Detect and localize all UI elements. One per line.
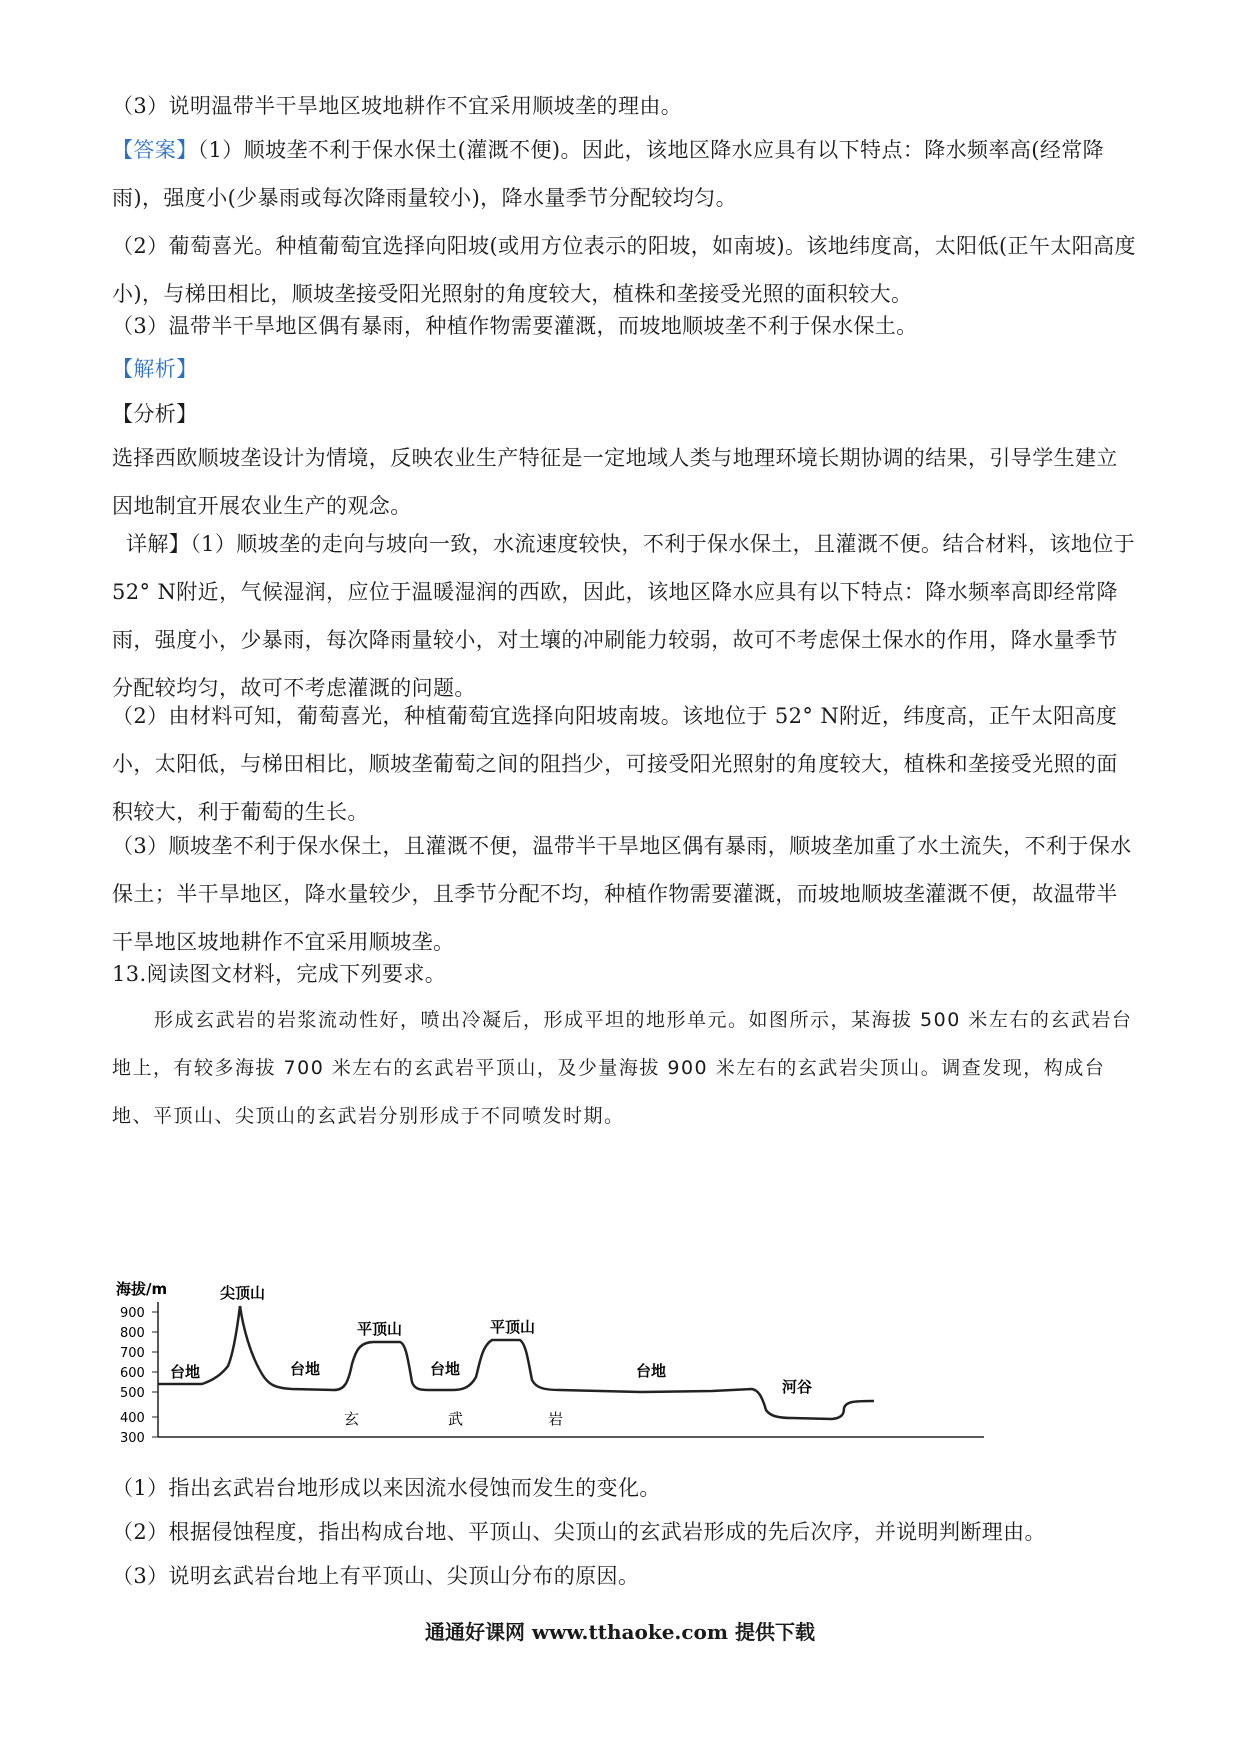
label-plateau-4: 台地 (636, 1362, 667, 1380)
label-peak: 尖顶山 (220, 1284, 266, 1302)
tick-label: 300 (120, 1431, 145, 1446)
detail-3-text: （3）顺坡垄不利于保水保土，且灌溉不便，温带半干旱地区偶有暴雨，顺坡垄加重了水土流失，不利于保水保土；半干旱地区，降水量较少，且季节分配不均，种植作物需要灌溉，而坡地顺坡垄灌溉不便，故温带半干旱地区坡地耕作不宜采用顺坡垄。 (112, 834, 1132, 954)
tick-label: 600 (120, 1366, 145, 1381)
analysis-tag: 【解析】 (112, 357, 198, 381)
q13-title: 13.阅读图文材料，完成下列要求。 (112, 962, 447, 986)
q13-question-3: （3）说明玄武岩台地上有平顶山、尖顶山分布的原因。 (112, 1564, 640, 1588)
label-plateau-2: 台地 (290, 1360, 321, 1378)
tick-label: 700 (120, 1346, 145, 1361)
y-axis-label: 海拔/m (116, 1280, 168, 1298)
label-mesa-2: 平顶山 (490, 1318, 536, 1336)
q12-part3-question: （3）说明温带半干旱地区坡地耕作不宜采用顺坡垄的理由。 (112, 94, 683, 118)
tick-label: 800 (120, 1326, 145, 1341)
answer-2-text: （2）葡萄喜光。种植葡萄宜选择向阳坡(或用方位表示的阳坡，如南坡)。该地纬度高，太阳低(正午太阳高度小)，与梯田相比，顺坡垄接受阳光照射的角度较大，植株和垄接受光照的面积较大。 (112, 234, 1136, 306)
label-rock-3: 岩 (548, 1410, 564, 1428)
q13-material: 形成玄武岩的岩浆流动性好，喷出冷凝后，形成平坦的地形单元。如图所示，某海拔 500 米左右的玄武岩台地上，有较多海拔 700 米左右的玄武岩平顶山，及少量海拔 900 米左右的玄武岩尖顶山。调查发现，构成台地、平顶山、尖顶山的玄武岩分别形成于不同喷发时期。 (112, 1009, 1133, 1127)
footer-source: 通通好课网 www.tthaoke.com 提供下载 (424, 1620, 816, 1644)
label-rock-2: 武 (448, 1410, 464, 1428)
q13-question-2: （2）根据侵蚀程度，指出构成台地、平顶山、尖顶山的玄武岩形成的先后次序，并说明判断理由。 (112, 1520, 1046, 1544)
terrain-profile-diagram (112, 1272, 992, 1456)
label-valley: 河谷 (782, 1378, 813, 1396)
answer-block-1 (112, 126, 1137, 222)
label-mesa-1: 平顶山 (357, 1320, 403, 1338)
fenxi-tag: 【分析】 (112, 402, 198, 426)
label-plateau-3: 台地 (430, 1360, 461, 1378)
q13-question-1: （1）指出玄武岩台地形成以来因流水侵蚀而发生的变化。 (112, 1476, 661, 1500)
answer-3-text: （3）温带半干旱地区偶有暴雨，种植作物需要灌溉，而坡地顺坡垄不利于保水保土。 (112, 314, 918, 338)
y-ticks (120, 1306, 158, 1446)
fenxi-text: 选择西欧顺坡垄设计为情境，反映农业生产特征是一定地域人类与地理环境长期协调的结果，引导学生建立因地制宜开展农业生产的观念。 (112, 446, 1118, 518)
label-plateau-1: 台地 (170, 1363, 201, 1381)
answer-1-text: （1）顺坡垄不利于保水保土(灌溉不便)。因此，该地区降水应具有以下特点：降水频率高(经常降雨)，强度小(少暴雨或每次降雨量较小)，降水量季节分配较均匀。 (112, 138, 1105, 210)
tick-label: 900 (120, 1306, 145, 1321)
label-rock-1: 玄 (344, 1410, 360, 1428)
detail-2-text: （2）由材料可知，葡萄喜光，种植葡萄宜选择向阳坡南坡。该地位于 52° N附近，纬度高，正午太阳高度小，太阳低，与梯田相比，顺坡垄葡萄之间的阻挡少，可接受阳光照射的角度较大，植株和垄接受光照的面积较大，利于葡萄的生长。 (112, 704, 1118, 824)
detail-1-text: 详解】（1）顺坡垄的走向与坡向一致，水流速度较快，不利于保水保土，且灌溉不便。结合材料，该地位于 52° N附近，气候湿润，应位于温暖湿润的西欧，因此，该地区降水应具有以下特点：降水频率高即经常降雨，强度小，少暴雨，每次降雨量较小，对土壤的冲刷能力较弱，故可不考虑保土保水的作用，降水量季节分配较均匀，故可不考虑灌溉的问题。 (112, 532, 1136, 700)
tick-label: 400 (120, 1411, 145, 1426)
tick-label: 500 (120, 1386, 145, 1401)
answer-tag: 【答案】 (112, 138, 198, 162)
